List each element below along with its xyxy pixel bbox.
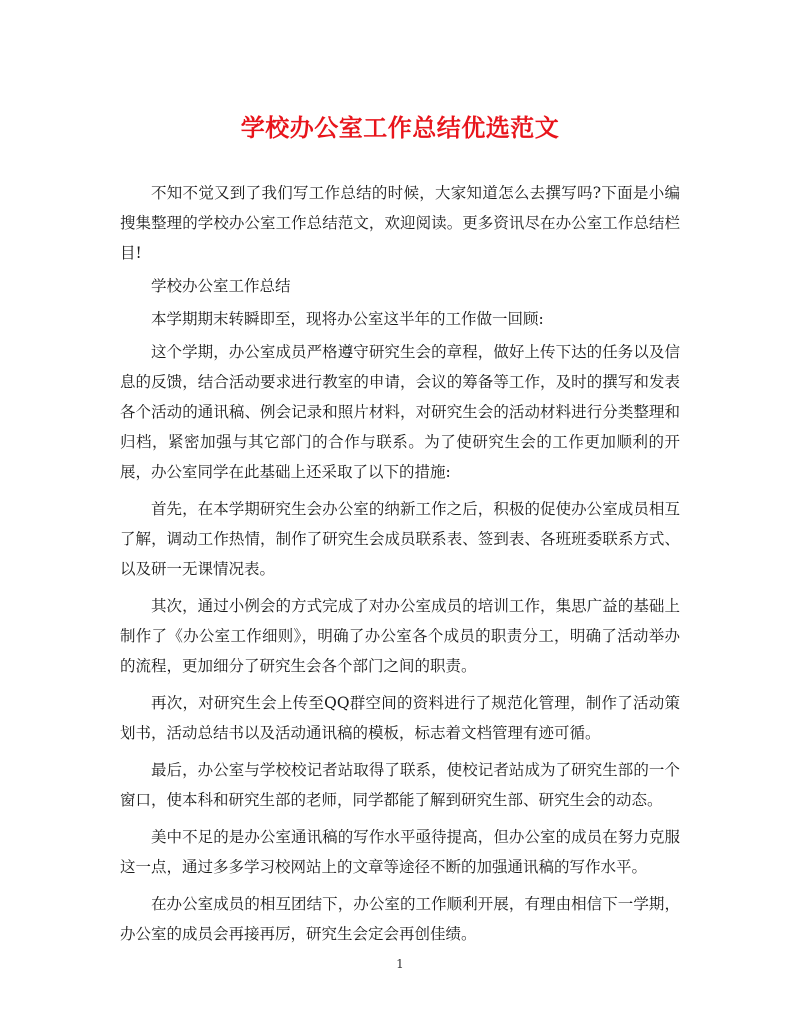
body-paragraph: 其次，通过小例会的方式完成了对办公室成员的培训工作，集思广益的基础上制作了《办公室工作细则》，明确了办公室各个成员的职责分工，明确了活动举办的流程，更加细分了研究生会各个部门之间的职责。 <box>120 597 680 675</box>
body-paragraph: 这个学期，办公室成员严格遵守研究生会的章程，做好上传下达的任务以及信息的反馈，结合活动要求进行教室的申请，会议的筹备等工作，及时的撰写和发表各个活动的通讯稿、例会记录和照片材料，对研究生会的活动材料进行分类整理和归档，紧密加强与其它部门的合作与联系。为了使研究生会的工作更加顺利的开展，办公室同学在此基础上还采取了以下的措施: <box>120 343 680 481</box>
body-paragraph: 美中不足的是办公室通讯稿的写作水平亟待提高，但办公室的成员在努力克服这一点，通过多多学习校网站上的文章等途径不断的加强通讯稿的写作水平。 <box>120 828 680 876</box>
section-heading: 学校办公室工作总结 <box>151 277 291 295</box>
document-title: 学校办公室工作总结优选范文 <box>240 113 560 142</box>
body-paragraph: 再次，对研究生会上传至QQ群空间的资料进行了规范化管理，制作了活动策划书，活动总结书以及活动通讯稿的模板，标志着文档管理有迹可循。 <box>120 694 680 742</box>
page-number: 1 <box>396 957 404 971</box>
body-paragraph: 首先，在本学期研究生会办公室的纳新工作之后，积极的促使办公室成员相互了解，调动工作热情，制作了研究生会成员联系表、签到表、各班班委联系方式、以及研一无课情况表。 <box>120 500 680 578</box>
closing-paragraph: 在办公室成员的相互团结下，办公室的工作顺利开展，有理由相信下一学期，办公室的成员会再接再厉，研究生会定会再创佳绩。 <box>120 895 680 943</box>
intro-paragraph: 不知不觉又到了我们写工作总结的时候，大家知道怎么去撰写吗?下面是小编搜集整理的学校办公室工作总结范文，欢迎阅读。更多资讯尽在办公室工作总结栏目! <box>120 184 680 262</box>
opening-paragraph: 本学期期末转瞬即至，现将办公室这半年的工作做一回顾: <box>151 310 544 328</box>
body-paragraph: 最后，办公室与学校校记者站取得了联系，使校记者站成为了研究生部的一个窗口，使本科和研究生部的老师，同学都能了解到研究生部、研究生会的动态。 <box>120 761 680 809</box>
document-body <box>120 178 680 956</box>
